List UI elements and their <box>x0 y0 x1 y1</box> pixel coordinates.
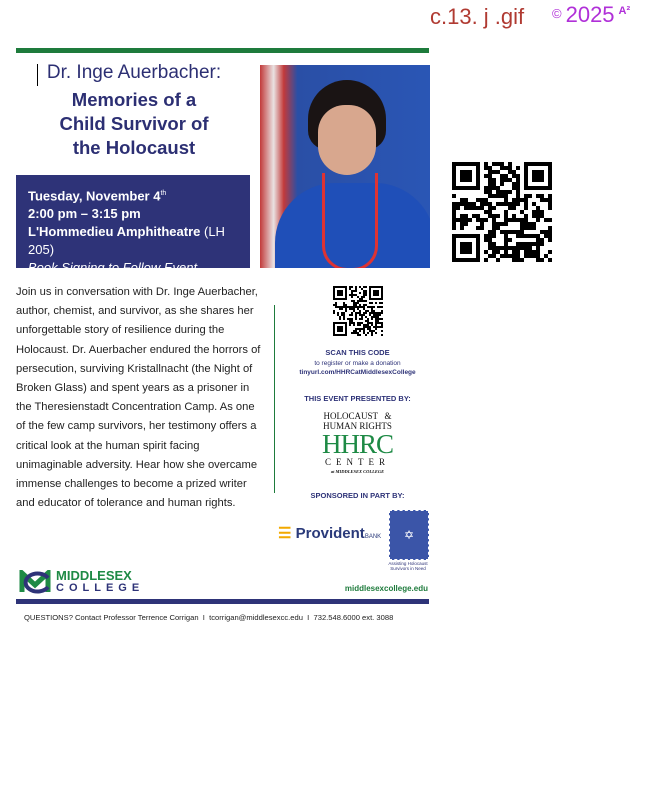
title-name: Dr. Inge Auerbacher: <box>46 62 222 83</box>
title-line: Memories of a <box>71 89 197 110</box>
body-text: Join us in conversation with Dr. Inge Auerbacher, author, chemist, and survivor, as she shares her unforgettable story of resilience during the Holocaust. Dr. Auerbacher endured the horrors of persecution, surviving Kristallnacht (the Night of Broken Glass) and spent years as a prisoner in the Theresienstadt Concentration Camp. As one of the few camp survivors, her testimony offers a critical look at the human spirit facing unimaginable adversity. Hear how she overcame immense challenges to become a prized writer and educator of tolerance and human rights. <box>16 286 261 510</box>
qr-code-small[interactable] <box>333 286 383 336</box>
logo-line: CENTER <box>325 457 390 467</box>
star-of-david-icon: ✡ <box>403 528 415 542</box>
event-date: Tuesday, November 4 <box>28 188 161 204</box>
college-name <box>56 570 144 594</box>
sponsors-heading: SPONSORED IN PART BY: <box>310 491 405 500</box>
copyright-icon: © <box>552 6 562 21</box>
logo-line: HUMAN RIGHTS <box>323 421 392 431</box>
college-name-1: MIDDLESEX <box>56 568 132 583</box>
right-column <box>280 286 435 500</box>
contact-line: QUESTIONS? Contact Professor Terrence Corrigan I tcorrigan@middlesexcc.edu I 732.548.6000 ext. 3088 <box>24 613 394 622</box>
provident-bank-logo <box>278 524 381 542</box>
title-subtitle <box>16 88 252 160</box>
top-green-bar <box>16 48 429 53</box>
footer-navy-bar <box>16 599 429 604</box>
suffix-label: A² <box>618 5 631 17</box>
qr-code-large[interactable] <box>452 162 552 262</box>
logo-line: HOLOCAUST & <box>323 411 392 421</box>
blue-card-logo <box>389 510 429 560</box>
provident-icon: ☰ <box>278 525 292 542</box>
provident-bank: BANK <box>364 534 382 540</box>
title-line: Child Survivor of <box>59 113 209 134</box>
event-details-box <box>16 175 250 276</box>
divider-line <box>274 305 275 493</box>
event-note: Book Signing to Follow Event <box>28 260 198 276</box>
title-line: the Holocaust <box>72 137 196 158</box>
event-room: (LH 205) <box>28 224 225 258</box>
college-name-2: COLLEGE <box>56 582 145 594</box>
blue-card-tagline: Assisting Holocaust Survivors in Need <box>388 561 428 571</box>
scan-subtext: to register or make a donation <box>314 360 401 367</box>
speaker-photo <box>260 65 430 268</box>
scan-url[interactable]: tinyurl.com/HHRCatMiddlesexCollege <box>299 369 416 376</box>
logo-big: HHRC <box>321 429 393 459</box>
event-time: 2:00 pm – 3:15 pm <box>28 206 141 222</box>
scan-heading: SCAN THIS CODE <box>325 348 390 357</box>
copyright-label <box>552 2 630 28</box>
flyer-title <box>16 62 252 160</box>
copyright-year: 2025 <box>565 2 615 27</box>
website-link[interactable]: middlesexcollege.edu <box>344 584 428 593</box>
filename-label: c.13. j .gif <box>430 4 525 29</box>
event-venue: L'Hommedieu Amphitheatre <box>28 224 201 240</box>
date-suffix: th <box>160 190 167 197</box>
presented-heading: THIS EVENT PRESENTED BY: <box>304 394 411 403</box>
logo-line: at MIDDLESEX COLLEGE <box>330 469 385 474</box>
provident-name: Provident <box>295 525 365 542</box>
hhrc-logo <box>280 411 435 477</box>
middlesex-logo-icon <box>18 570 52 594</box>
